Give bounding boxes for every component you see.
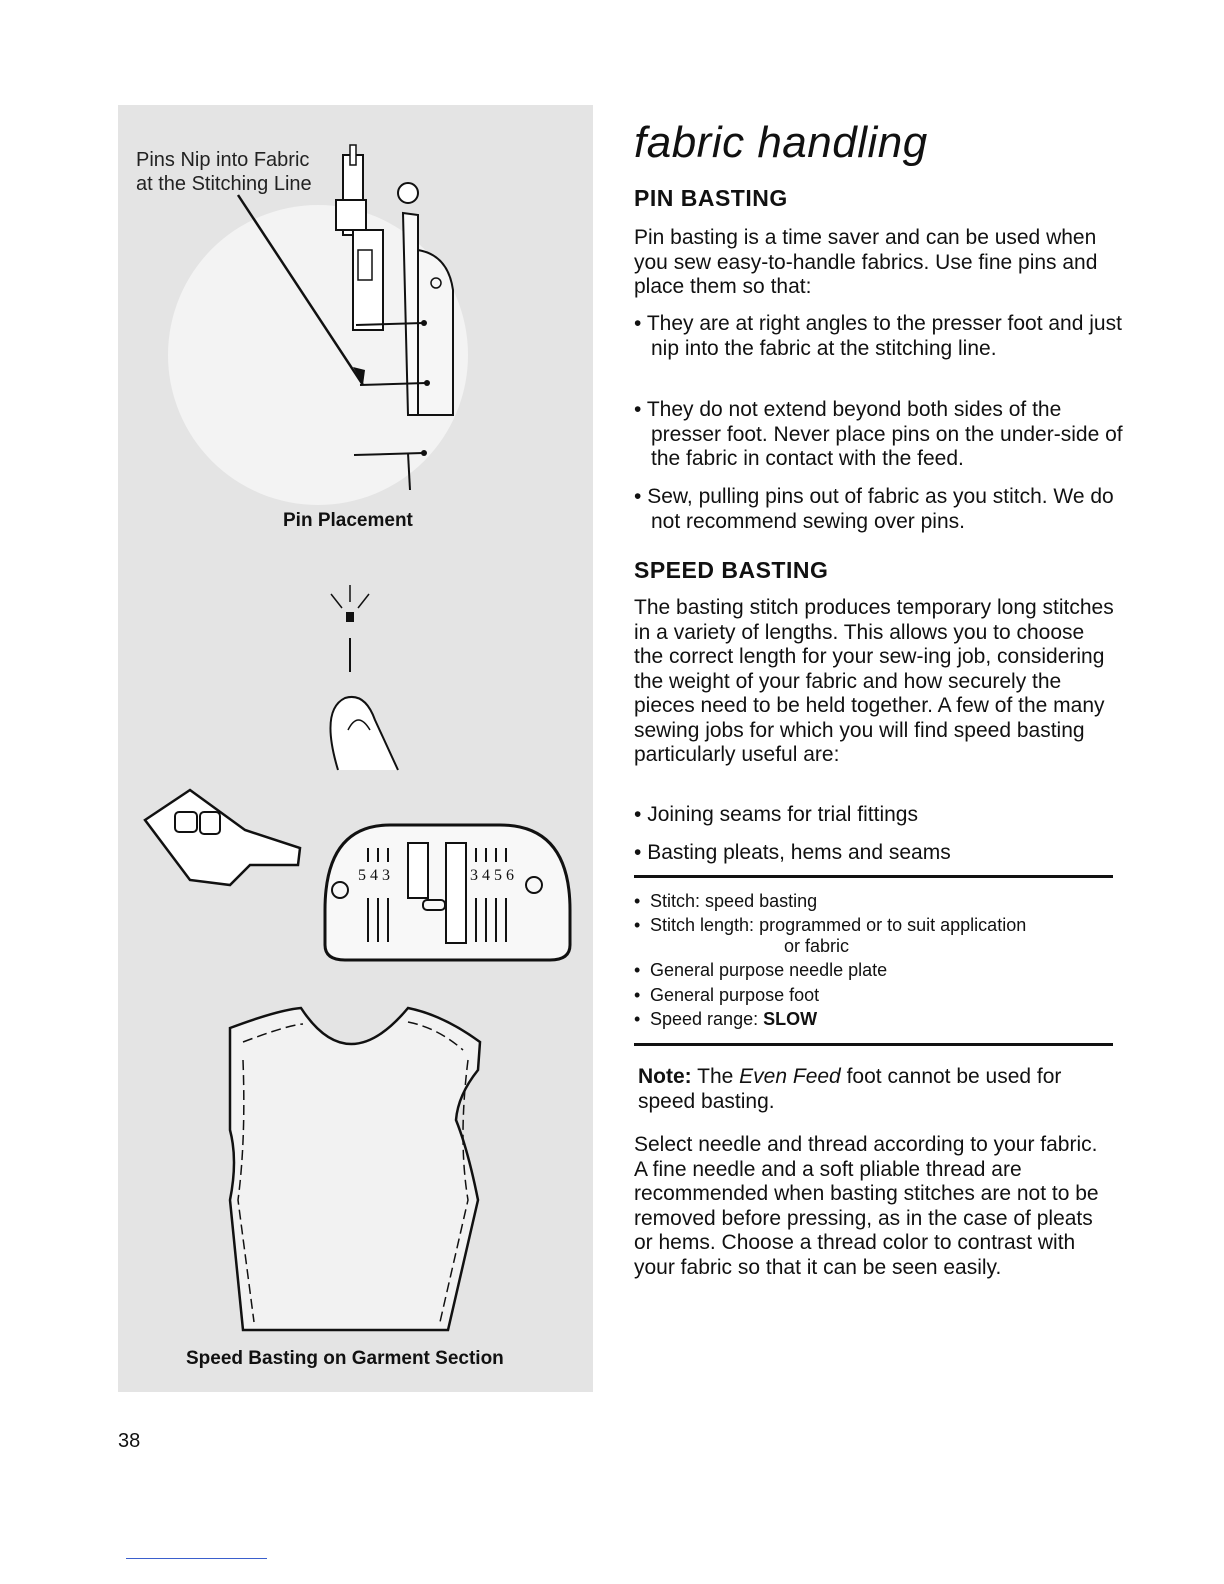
setting-value: General purpose foot: [650, 985, 820, 1005]
speed-basting-caption: Speed Basting on Garment Section: [186, 1348, 504, 1369]
bullet-text: Joining seams for trial fittings: [647, 803, 918, 826]
bullet-glyph: •: [634, 915, 641, 935]
bullet-glyph: •: [634, 312, 642, 335]
pin-basting-bullet: [634, 485, 1131, 534]
setting-label: Stitch:: [650, 891, 701, 911]
speed-basting-intro: The basting stitch produces temporary long stitches in a variety of lengths. This allows you to choose the correct length for your sew-ing job, considering the weight of your fabric and how securely the pieces need to be held together. A few of the many sewing jobs for which you will find speed basting particularly useful are:: [634, 596, 1114, 766]
bullet-glyph: •: [634, 803, 642, 826]
bullet-text: Basting pleats, hems and seams: [647, 841, 951, 864]
speed-basting-bullet: [634, 841, 1131, 866]
pin-basting-bullet: [634, 398, 1131, 472]
page-title: fabric handling: [634, 118, 928, 167]
pin-basting-intro: Pin basting is a time saver and can be used when you sew easy-to-handle fabrics. Use fine pins and place them so that:: [634, 226, 1098, 298]
callout-line-1: Pins Nip into Fabric: [136, 149, 310, 171]
settings-bottom-rule: [634, 1043, 1113, 1046]
setting-foot: [634, 984, 1114, 1007]
note-label: Note:: [638, 1065, 692, 1088]
setting-label: Speed range:: [650, 1009, 759, 1029]
note-text: The: [697, 1065, 734, 1088]
select-needle-paragraph: Select needle and thread according to your fabric. A fine needle and a soft pliable thread are recommended when basting stitches are not to be removed before pressing, as in the case of pleats or hems. Choose a thread color to contrast with your fabric so that it can be seen easily.: [634, 1133, 1099, 1279]
setting-value: programmed or to suit application: [759, 915, 1027, 935]
callout-line-2: at the Stitching Line: [136, 173, 312, 195]
setting-value: SLOW: [763, 1009, 818, 1029]
note-text: foot cannot be used for speed basting.: [638, 1065, 1062, 1113]
setting-speed-range: [634, 1008, 1114, 1031]
pin-placement-caption: Pin Placement: [283, 510, 413, 531]
setting-label: Stitch length:: [650, 915, 755, 935]
bullet-glyph: •: [634, 1009, 641, 1029]
bullet-glyph: •: [634, 841, 642, 864]
bullet-text: They do not extend beyond both sides of the presser foot. Never place pins on the under-side of the fabric in contact with the feed.: [646, 398, 1123, 470]
speed-basting-heading: SPEED BASTING: [634, 557, 829, 583]
setting-stitch: [634, 890, 1114, 913]
setting-value: speed basting: [705, 891, 818, 911]
note-paragraph: [638, 1065, 1118, 1114]
setting-stitch-length: [634, 914, 1114, 937]
plate-numbers-right: 3 4 5 6: [470, 867, 514, 884]
pin-basting-heading: PIN BASTING: [634, 185, 788, 211]
footer-line: [126, 1558, 267, 1559]
pin-basting-bullet: [634, 312, 1131, 361]
bullet-glyph: •: [634, 398, 642, 421]
bullet-glyph: •: [634, 985, 641, 1005]
setting-stitch-length-cont: or fabric: [784, 936, 850, 956]
bullet-glyph: •: [634, 960, 641, 980]
note-emphasis: Even Feed: [739, 1065, 841, 1088]
bullet-text: Sew, pulling pins out of fabric as you stitch. We do not recommend sewing over pins.: [647, 485, 1114, 533]
bullet-text: They are at right angles to the presser foot and just nip into the fabric at the stitching line.: [646, 312, 1122, 360]
bullet-glyph: •: [634, 485, 642, 508]
setting-needle-plate: [634, 959, 1114, 982]
setting-value: General purpose needle plate: [650, 960, 888, 980]
speed-basting-setup-illustration: [130, 580, 580, 980]
settings-top-rule: [634, 875, 1113, 878]
garment-section-illustration: [118, 1000, 593, 1340]
page-number: 38: [118, 1430, 141, 1452]
bullet-glyph: •: [634, 891, 641, 911]
speed-basting-bullet: [634, 803, 1131, 828]
pin-callout: [136, 148, 312, 196]
plate-numbers-left: 5 4 3: [358, 867, 390, 884]
